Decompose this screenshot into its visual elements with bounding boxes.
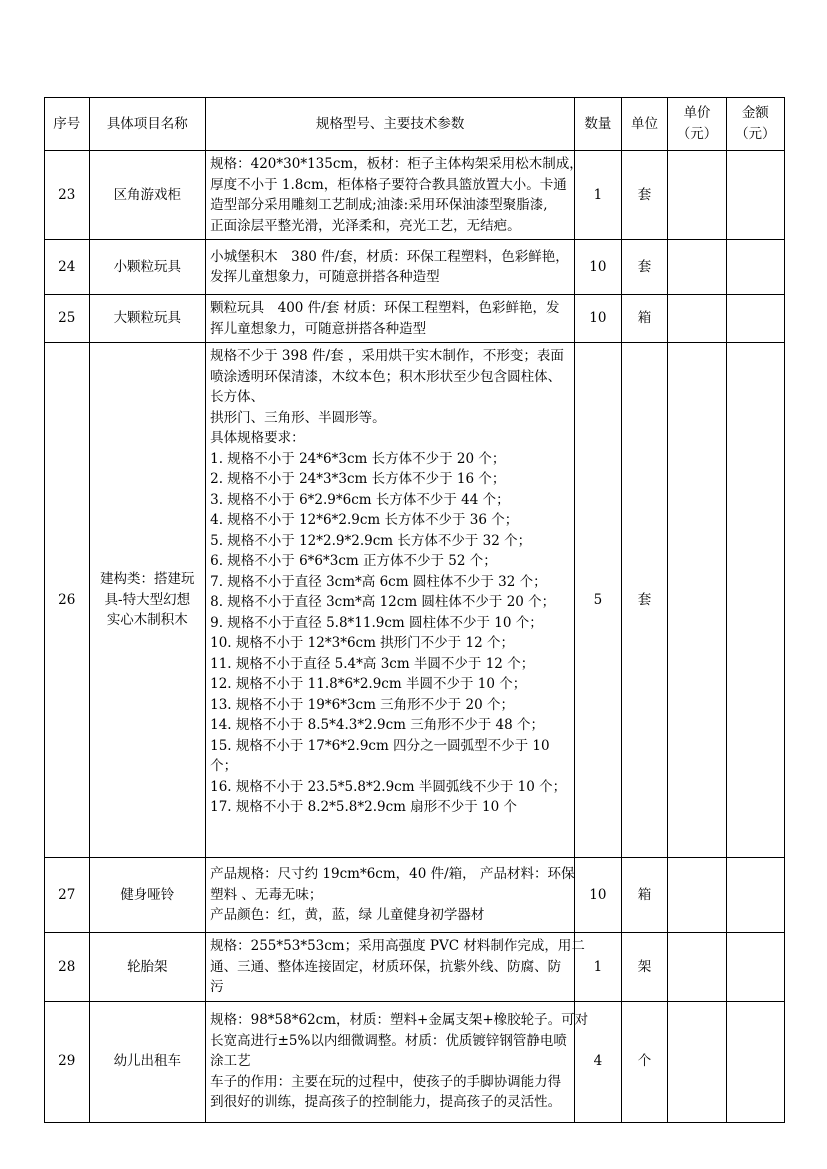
spec-line: 喷涂透明环保清漆，木纹本色；积木形状至少包含圆柱体、: [210, 368, 562, 385]
header-cell-unit: 单位: [621, 98, 668, 151]
spec-line: 塑料 、无毒无味；: [210, 886, 323, 903]
cell-amount: [726, 858, 784, 933]
spec-line: 8. 规格不小于直径 3cm*高 12cm 圆柱体不少于 20 个；: [210, 594, 556, 611]
table-row: [45, 240, 785, 295]
spec-line: 通、三通、整体连接固定，材质环保，抗紫外线、防腐、防: [210, 958, 562, 975]
cell-quantity: 10: [575, 295, 622, 343]
cell-seq: 26: [45, 343, 90, 858]
cell-amount: [726, 343, 784, 858]
cell-item-name: 幼儿出租车: [89, 1001, 206, 1122]
spec-line: 污: [210, 979, 224, 996]
header-unit-price-line2: （元）: [676, 126, 718, 142]
cell-unit-price: [668, 240, 726, 295]
spec-line: 拱形门、三角形、半圆形等。: [210, 409, 386, 426]
table-row: [45, 1001, 785, 1122]
cell-unit: 套: [621, 151, 668, 240]
header-cell-spec: 规格型号、主要技术参数: [206, 98, 575, 151]
spec-line: 16. 规格不小于 23.5*5.8*2.9cm 半圆弧线不少于 10 个；: [210, 778, 567, 795]
cell-spec: [206, 343, 575, 858]
spec-line: 4. 规格不小于 12*6*2.9cm 长方体不少于 36 个；: [210, 512, 519, 529]
spec-line: 长宽高进行±5%以内细微调整。材质：优质镀锌钢管静电喷: [210, 1032, 567, 1049]
header-cell-qty: 数量: [575, 98, 622, 151]
cell-unit: 箱: [621, 295, 668, 343]
header-cell-name: 具体项目名称: [89, 98, 206, 151]
spec-line: 车子的作用：主要在玩的过程中，使孩子的手脚协调能力得: [210, 1073, 562, 1090]
cell-item-name: 轮胎架: [89, 933, 206, 1002]
cell-spec: [206, 858, 575, 933]
header-cell-amount: [726, 98, 784, 151]
spec-line: 14. 规格不小于 8.5*4.3*2.9cm 三角形不少于 48 个；: [210, 717, 544, 734]
cell-quantity: 5: [575, 343, 622, 858]
spec-line: 发挥儿童想象力，可随意拼搭各种造型: [210, 269, 440, 286]
spec-line: 规格：98*58*62cm，材质：塑料+金属支架+橡胶轮子。可对: [210, 1012, 589, 1029]
cell-unit-price: [668, 1001, 726, 1122]
spec-line: 小城堡积木 380 件/套，材质：环保工程塑料，色彩鲜艳，: [210, 248, 569, 265]
table-row: [45, 343, 785, 858]
item-name-line: 实心木制积木: [106, 612, 188, 629]
cell-spec: [206, 1001, 589, 1122]
spec-line: 挥儿童想象力，可随意拼搭各种造型: [210, 320, 427, 337]
cell-unit: 套: [621, 343, 668, 858]
header-amount-line1: 金额: [741, 105, 769, 122]
cell-seq: 25: [45, 295, 90, 343]
spec-line: 10. 规格不小于 12*3*6cm 拱形门不少于 12 个；: [210, 635, 514, 652]
spec-line: 6. 规格不小于 6*6*3cm 正方体不少于 52 个；: [210, 553, 497, 570]
cell-unit: 箱: [621, 858, 668, 933]
cell-amount: [726, 933, 784, 1002]
cell-seq: 28: [45, 933, 90, 1002]
cell-item-name: 小颗粒玩具: [89, 240, 206, 295]
cell-unit-price: [668, 343, 726, 858]
spec-line: 具体规格要求：: [210, 430, 305, 447]
table-header-row: [45, 98, 785, 151]
spec-line: 1. 规格不小于 24*6*3cm 长方体不少于 20 个；: [210, 450, 506, 467]
procurement-spec-table: [44, 97, 785, 1123]
spec-line: 3. 规格不小于 6*2.9*6cm 长方体不少于 44 个；: [210, 491, 510, 508]
cell-item-name: 大颗粒玩具: [89, 295, 206, 343]
cell-unit-price: [668, 151, 726, 240]
spec-line: 13. 规格不小于 19*6*3cm 三角形不少于 20 个；: [210, 696, 514, 713]
table-row: [45, 151, 785, 240]
spec-line: 正面涂层平整光滑，光泽柔和，亮光工艺，无结疤。: [210, 217, 521, 234]
cell-spec: [206, 295, 575, 343]
spec-line: 颗粒玩具 400 件/套 材质：环保工程塑料，色彩鲜艳，发: [210, 300, 560, 317]
spec-line: 涂工艺: [210, 1053, 251, 1070]
spec-line: 规格不少于 398 件/套 ，采用烘干实木制作，不形变；表面: [210, 348, 564, 365]
spec-line: 长方体、: [210, 389, 265, 406]
spec-line: 9. 规格不小于直径 5.8*11.9cm 圆柱体不少于 10 个；: [210, 614, 543, 631]
cell-spec: [206, 933, 585, 1002]
cell-amount: [726, 151, 784, 240]
cell-unit: 套: [621, 240, 668, 295]
table-row: [45, 933, 785, 1002]
cell-seq: 27: [45, 858, 90, 933]
spec-line: 5. 规格不小于 12*2.9*2.9cm 长方体不少于 32 个；: [210, 532, 532, 549]
spec-line: 到很好的训练，提高孩子的控制能力，提高孩子的灵活性。: [210, 1094, 562, 1111]
spec-line: 厚度不小于 1.8cm，柜体格子要符合教具篮放置大小。卡通: [210, 176, 567, 193]
cell-item-name: [89, 343, 206, 858]
cell-unit: 架: [621, 933, 668, 1002]
spec-line: 2. 规格不小于 24*3*3cm 长方体不少于 16 个；: [210, 471, 506, 488]
cell-seq: 23: [45, 151, 90, 240]
spec-line: 个；: [210, 758, 238, 775]
spec-line: 12. 规格不小于 11.8*6*2.9cm 半圆不少于 10 个；: [210, 676, 527, 693]
cell-quantity: 4: [575, 1001, 622, 1122]
spec-line: 造型部分采用雕刻工艺制成;油漆:采用环保油漆型聚脂漆,: [210, 197, 548, 214]
cell-spec: [206, 240, 575, 295]
spec-line: 11. 规格不小于直径 5.4*高 3cm 半圆不少于 12 个；: [210, 655, 535, 672]
header-amount-line2: （元）: [735, 126, 776, 142]
header-unit-price-line1: 单价: [683, 105, 711, 122]
spec-line: 产品规格：尺寸约 19cm*6cm，40 件/箱， 产品材料：环保: [210, 866, 575, 883]
table-header: [45, 98, 785, 151]
item-name-line: 建构类：搭建玩: [100, 571, 195, 588]
cell-unit-price: [668, 933, 726, 1002]
cell-quantity: 10: [575, 858, 622, 933]
cell-item-name: 区角游戏柜: [89, 151, 206, 240]
spec-line: 7. 规格不小于直径 3cm*高 6cm 圆柱体不少于 32 个；: [210, 573, 547, 590]
cell-seq: 29: [45, 1001, 90, 1122]
header-cell-seq: 序号: [45, 98, 90, 151]
cell-unit-price: [668, 295, 726, 343]
item-name-line: 具-特大型幻想: [104, 591, 191, 608]
spec-line: 17. 规格不小于 8.2*5.8*2.9cm 扇形不少于 10 个: [210, 799, 517, 816]
table-row: [45, 295, 785, 343]
cell-quantity: 10: [575, 240, 622, 295]
cell-amount: [726, 1001, 784, 1122]
spec-line: 15. 规格不小于 17*6*2.9cm 四分之一圆弧型不少于 10: [210, 737, 550, 754]
cell-seq: 24: [45, 240, 90, 295]
cell-quantity: 1: [575, 151, 622, 240]
spec-line: 规格：420*30*135cm，板材：柜子主体构架采用松木制成，: [210, 156, 583, 172]
table-row: [45, 858, 785, 933]
cell-unit-price: [668, 858, 726, 933]
cell-spec: [206, 151, 583, 240]
cell-item-name: 健身哑铃: [89, 858, 206, 933]
spec-line: 产品颜色：红，黄，蓝，绿 儿童健身初学器材: [210, 907, 485, 924]
cell-unit: 个: [621, 1001, 668, 1122]
header-cell-unit-price: [668, 98, 726, 151]
table-body: [45, 151, 785, 1123]
cell-quantity: 1: [575, 933, 622, 1002]
cell-amount: [726, 295, 784, 343]
cell-amount: [726, 240, 784, 295]
spec-line: 规格：255*53*53cm；采用高强度 PVC 材料制作完成，用二: [210, 938, 585, 955]
